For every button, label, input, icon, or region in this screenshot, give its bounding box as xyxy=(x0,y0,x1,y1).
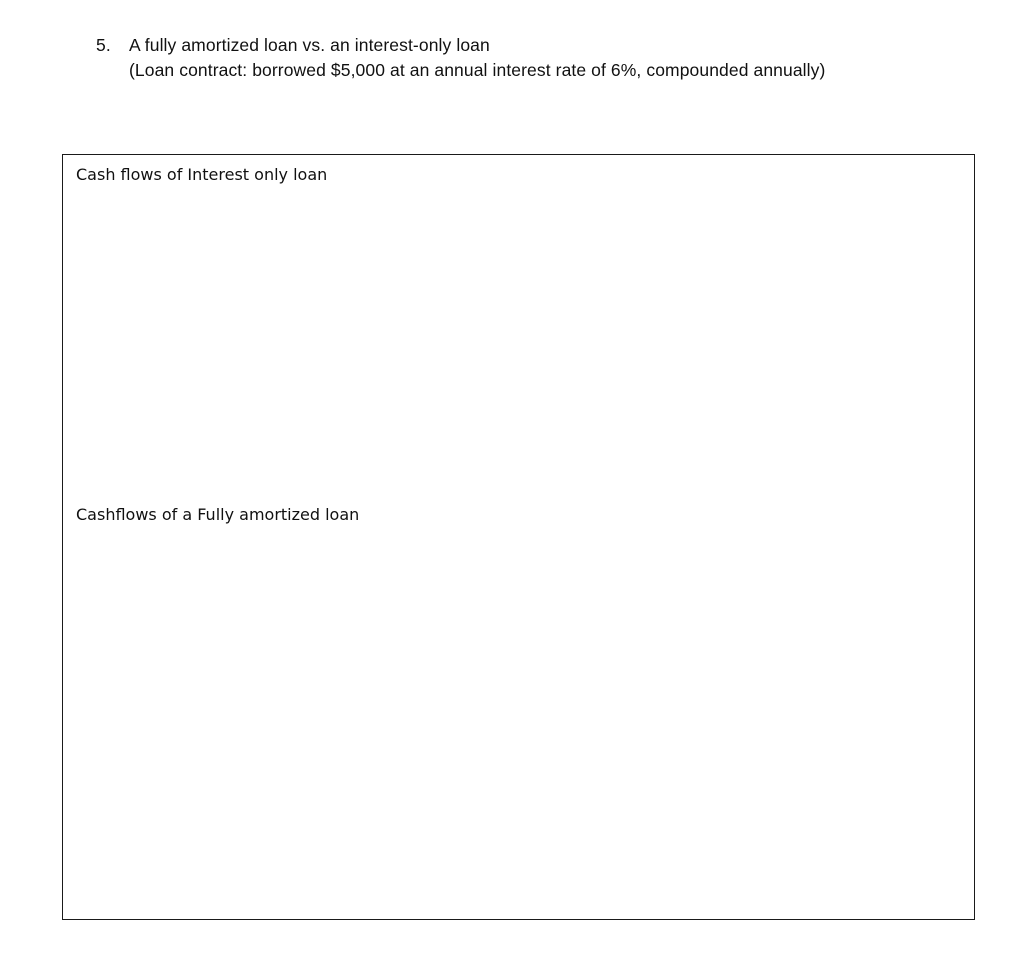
answer-box xyxy=(62,154,975,920)
question-number: 5. xyxy=(96,35,111,55)
fully-amortized-work-area[interactable] xyxy=(76,531,961,906)
question-subtitle: (Loan contract: borrowed $5,000 at an annual interest rate of 6%, compounded annually) xyxy=(129,60,826,80)
fully-amortized-section-label: Cashflows of a Fully amortized loan xyxy=(76,505,360,524)
question-block xyxy=(96,33,825,83)
question-heading xyxy=(96,33,825,58)
question-title: A fully amortized loan vs. an interest-only loan xyxy=(129,35,490,55)
interest-only-work-area[interactable] xyxy=(76,191,961,491)
interest-only-section-label: Cash flows of Interest only loan xyxy=(76,165,328,184)
